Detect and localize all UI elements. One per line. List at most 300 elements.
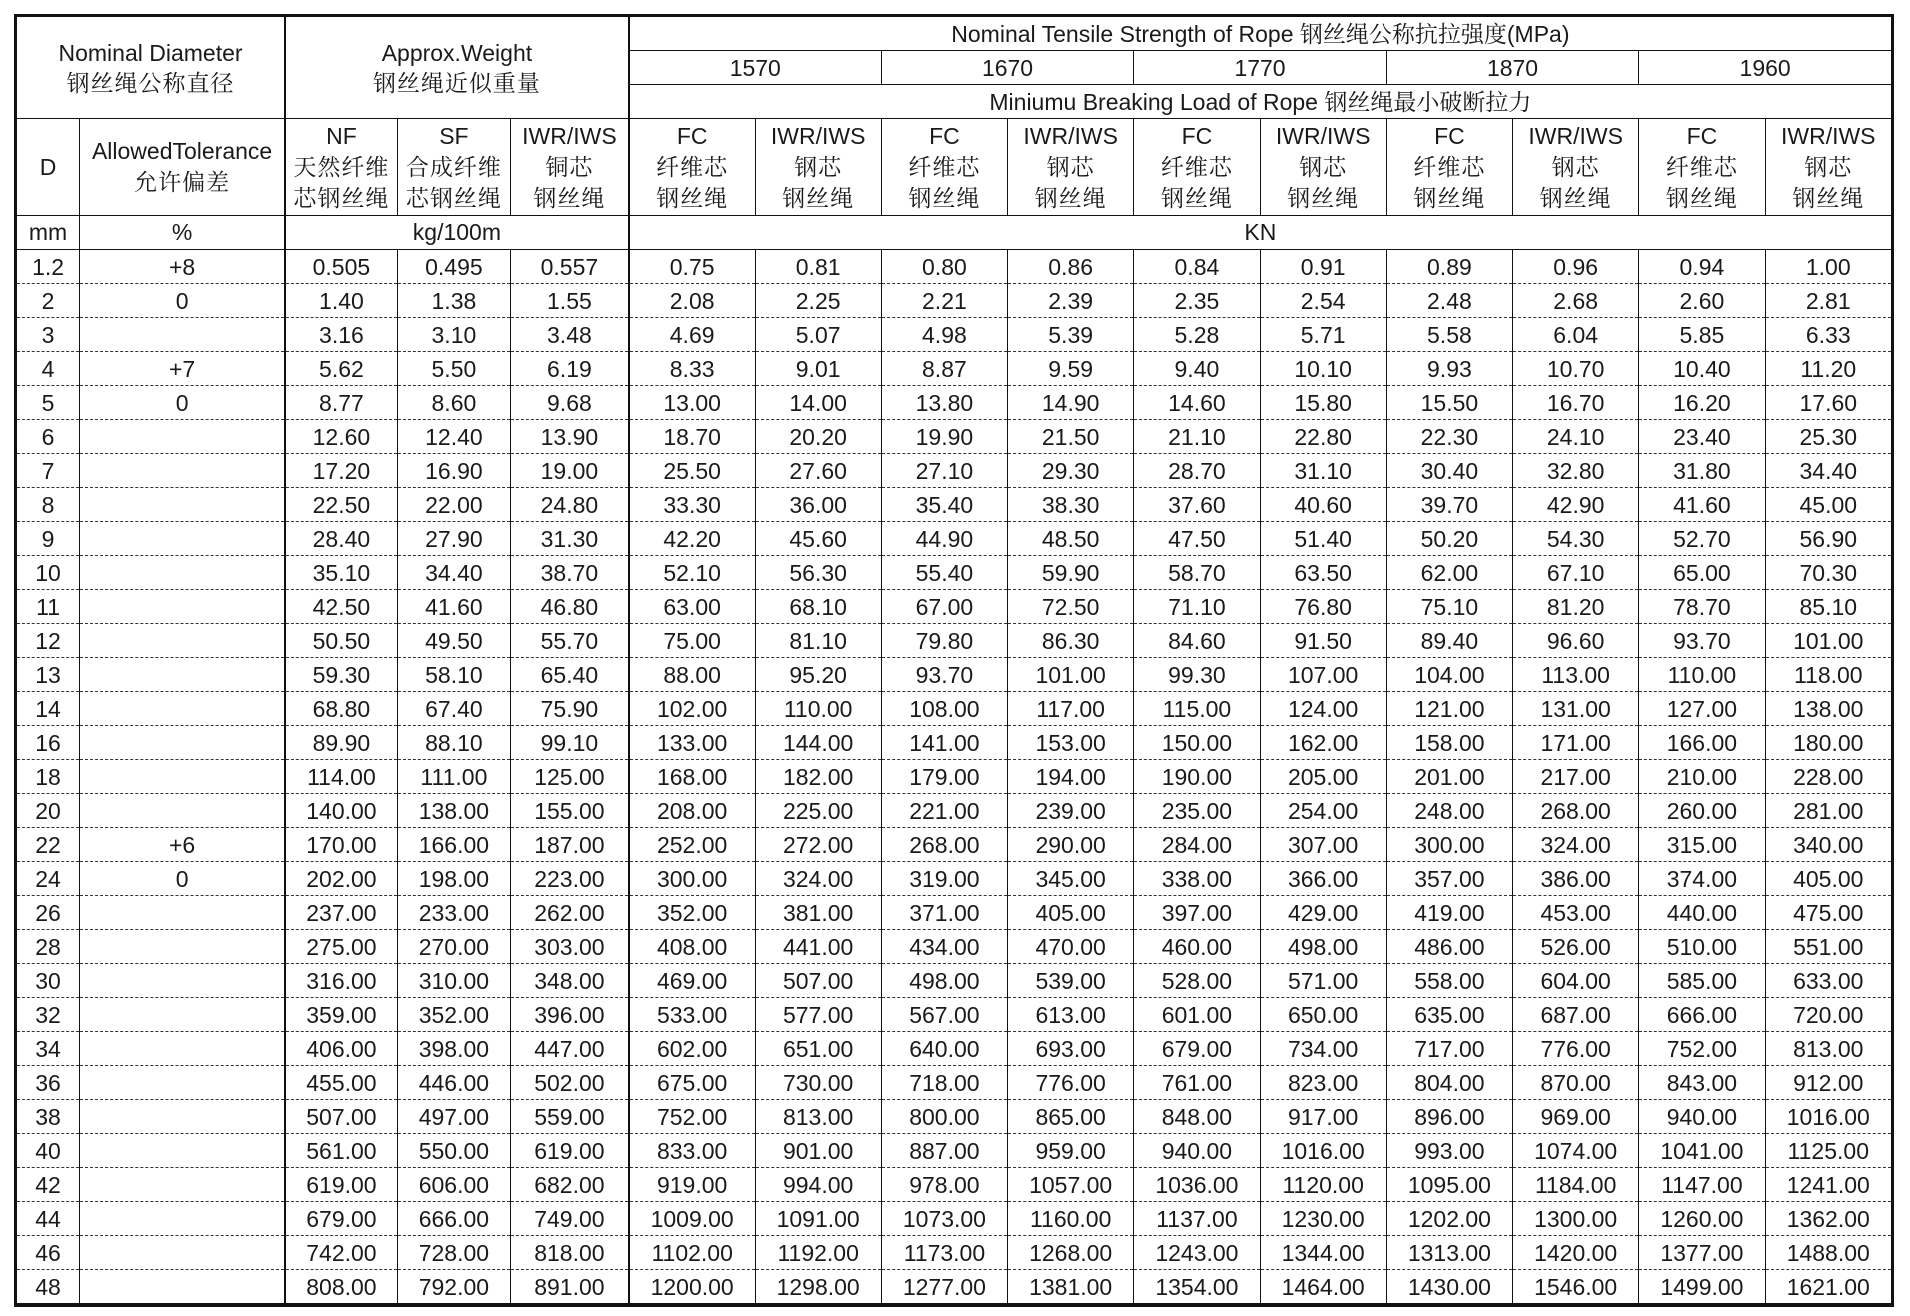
table-cell: 58.70 xyxy=(1134,556,1260,590)
table-cell: 91.50 xyxy=(1260,624,1386,658)
table-cell: 2.39 xyxy=(1008,284,1134,318)
table-cell: 67.10 xyxy=(1513,556,1639,590)
table-cell: 602.00 xyxy=(629,1032,755,1066)
table-cell: 8.60 xyxy=(397,386,510,420)
table-cell: 8.33 xyxy=(629,352,755,386)
weight-col-header-1-zh1: 合成纤维 xyxy=(405,153,502,180)
table-cell: 675.00 xyxy=(629,1066,755,1100)
table-cell: 1499.00 xyxy=(1639,1270,1765,1305)
table-cell: 848.00 xyxy=(1134,1100,1260,1134)
table-cell: 99.10 xyxy=(511,726,629,760)
table-cell: 67.00 xyxy=(881,590,1007,624)
table-cell: 571.00 xyxy=(1260,964,1386,998)
table-cell: 81.10 xyxy=(755,624,881,658)
table-cell: 54.30 xyxy=(1513,522,1639,556)
table-cell xyxy=(80,556,285,590)
table-cell: 2.35 xyxy=(1134,284,1260,318)
table-cell: 179.00 xyxy=(881,760,1007,794)
table-cell: 498.00 xyxy=(1260,930,1386,964)
table-cell: 1354.00 xyxy=(1134,1270,1260,1305)
table-row xyxy=(17,624,1892,658)
grade-1870: 1870 xyxy=(1386,51,1639,85)
load-col-header-1870-0-zh1: 纤维芯 xyxy=(1413,153,1486,180)
table-row xyxy=(17,420,1892,454)
table-cell: 460.00 xyxy=(1134,930,1260,964)
table-cell: 2.25 xyxy=(755,284,881,318)
table-cell: 891.00 xyxy=(511,1270,629,1305)
table-cell: 65.00 xyxy=(1639,556,1765,590)
table-cell: 95.20 xyxy=(755,658,881,692)
table-cell: 141.00 xyxy=(881,726,1007,760)
table-cell: 4 xyxy=(17,352,80,386)
table-cell: 75.10 xyxy=(1386,590,1512,624)
table-cell: 228.00 xyxy=(1765,760,1891,794)
table-row xyxy=(17,1168,1892,1202)
table-cell xyxy=(80,1168,285,1202)
table-cell: 101.00 xyxy=(1765,624,1891,658)
table-cell: 429.00 xyxy=(1260,896,1386,930)
table-cell: 272.00 xyxy=(755,828,881,862)
table-cell: 526.00 xyxy=(1513,930,1639,964)
table-cell: 371.00 xyxy=(881,896,1007,930)
tolerance-en: AllowedTolerance xyxy=(91,138,273,164)
table-cell: 0 xyxy=(80,284,285,318)
table-cell: 0.75 xyxy=(629,250,755,284)
table-cell: 25.30 xyxy=(1765,420,1891,454)
table-cell: 940.00 xyxy=(1639,1100,1765,1134)
table-cell: 42 xyxy=(17,1168,80,1202)
table-cell: 180.00 xyxy=(1765,726,1891,760)
table-cell: 190.00 xyxy=(1134,760,1260,794)
table-cell: 55.40 xyxy=(881,556,1007,590)
load-col-header-1770-1 xyxy=(1260,119,1386,216)
table-cell: 131.00 xyxy=(1513,692,1639,726)
table-cell: 604.00 xyxy=(1513,964,1639,998)
table-cell: 470.00 xyxy=(1008,930,1134,964)
table-cell: 24.80 xyxy=(511,488,629,522)
table-row xyxy=(17,658,1892,692)
table-cell: 51.40 xyxy=(1260,522,1386,556)
table-cell xyxy=(80,1100,285,1134)
table-cell: 40 xyxy=(17,1134,80,1168)
table-cell: 118.00 xyxy=(1765,658,1891,692)
load-col-header-1670-1-zh1: 钢芯 xyxy=(1046,153,1095,180)
table-cell: 12.60 xyxy=(285,420,397,454)
grade-1960: 1960 xyxy=(1639,51,1892,85)
table-cell: 357.00 xyxy=(1386,862,1512,896)
table-cell: 72.50 xyxy=(1008,590,1134,624)
table-cell: 38.70 xyxy=(511,556,629,590)
load-col-header-1570-0-en: FC xyxy=(676,122,708,149)
table-cell: 58.10 xyxy=(397,658,510,692)
load-col-header-1670-0-en: FC xyxy=(929,122,960,149)
table-cell: 366.00 xyxy=(1260,862,1386,896)
table-cell: 138.00 xyxy=(397,794,510,828)
table-cell: 93.70 xyxy=(1639,624,1765,658)
table-cell: 1300.00 xyxy=(1513,1202,1639,1236)
table-cell: 1160.00 xyxy=(1008,1202,1134,1236)
table-cell: 398.00 xyxy=(397,1032,510,1066)
table-cell: 486.00 xyxy=(1386,930,1512,964)
table-cell: 978.00 xyxy=(881,1168,1007,1202)
table-cell: 1041.00 xyxy=(1639,1134,1765,1168)
table-cell: 776.00 xyxy=(1513,1032,1639,1066)
weight-col-header-2-en: IWR/IWS xyxy=(522,122,617,149)
table-cell: 687.00 xyxy=(1513,998,1639,1032)
table-cell: 919.00 xyxy=(629,1168,755,1202)
table-cell: 359.00 xyxy=(285,998,397,1032)
table-cell: 4.98 xyxy=(881,318,1007,352)
table-cell: 96.60 xyxy=(1513,624,1639,658)
table-cell: 84.60 xyxy=(1134,624,1260,658)
table-row xyxy=(17,1066,1892,1100)
table-cell: 730.00 xyxy=(755,1066,881,1100)
table-row xyxy=(17,1134,1892,1168)
table-cell: 749.00 xyxy=(511,1202,629,1236)
table-cell: 38 xyxy=(17,1100,80,1134)
table-cell: 42.50 xyxy=(285,590,397,624)
table-cell: 303.00 xyxy=(511,930,629,964)
table-row xyxy=(17,386,1892,420)
table-cell: 6.33 xyxy=(1765,318,1891,352)
weight-col-header-2-zh1: 铜芯 xyxy=(545,153,594,180)
table-cell: 24.10 xyxy=(1513,420,1639,454)
table-cell: 223.00 xyxy=(511,862,629,896)
table-cell: 25.50 xyxy=(629,454,755,488)
table-cell: 63.00 xyxy=(629,590,755,624)
table-cell: 93.70 xyxy=(881,658,1007,692)
table-cell xyxy=(80,896,285,930)
table-row xyxy=(17,318,1892,352)
table-cell: 613.00 xyxy=(1008,998,1134,1032)
table-cell: 99.30 xyxy=(1134,658,1260,692)
table-cell: 9.40 xyxy=(1134,352,1260,386)
table-cell: 1241.00 xyxy=(1765,1168,1891,1202)
table-cell: 887.00 xyxy=(881,1134,1007,1168)
table-cell: 1057.00 xyxy=(1008,1168,1134,1202)
table-row xyxy=(17,1100,1892,1134)
table-cell: 39.70 xyxy=(1386,488,1512,522)
table-cell: 640.00 xyxy=(881,1032,1007,1066)
table-cell: 127.00 xyxy=(1639,692,1765,726)
table-cell: 101.00 xyxy=(1008,658,1134,692)
table-cell: 381.00 xyxy=(755,896,881,930)
table-cell: 31.10 xyxy=(1260,454,1386,488)
table-cell: 13.90 xyxy=(511,420,629,454)
table-cell: 150.00 xyxy=(1134,726,1260,760)
table-cell: 14.90 xyxy=(1008,386,1134,420)
table-cell: 22.30 xyxy=(1386,420,1512,454)
table-cell: 843.00 xyxy=(1639,1066,1765,1100)
table-cell: 804.00 xyxy=(1386,1066,1512,1100)
table-cell: 14.00 xyxy=(755,386,881,420)
table-cell: 752.00 xyxy=(1639,1032,1765,1066)
load-col-header-1770-1-zh1: 钢芯 xyxy=(1299,153,1348,180)
table-cell: 86.30 xyxy=(1008,624,1134,658)
table-cell: 406.00 xyxy=(285,1032,397,1066)
table-cell: 8.87 xyxy=(881,352,1007,386)
table-cell: 1036.00 xyxy=(1134,1168,1260,1202)
table-cell: 15.50 xyxy=(1386,386,1512,420)
table-row xyxy=(17,1236,1892,1270)
table-cell: 1009.00 xyxy=(629,1202,755,1236)
load-col-header-1960-0 xyxy=(1639,119,1765,216)
table-cell: 56.90 xyxy=(1765,522,1891,556)
approx-weight-header xyxy=(285,17,629,119)
weight-col-header-0-zh1: 天然纤维 xyxy=(293,153,390,180)
table-cell: 559.00 xyxy=(511,1100,629,1134)
table-cell: 28 xyxy=(17,930,80,964)
table-cell: 158.00 xyxy=(1386,726,1512,760)
table-cell: 144.00 xyxy=(755,726,881,760)
load-col-header-1570-1 xyxy=(755,119,881,216)
table-cell: 585.00 xyxy=(1639,964,1765,998)
table-cell: 50.20 xyxy=(1386,522,1512,556)
table-cell xyxy=(80,726,285,760)
table-row xyxy=(17,692,1892,726)
table-cell: 345.00 xyxy=(1008,862,1134,896)
table-row xyxy=(17,896,1892,930)
table-cell xyxy=(80,930,285,964)
table-cell: 17.20 xyxy=(285,454,397,488)
table-cell: 577.00 xyxy=(755,998,881,1032)
table-cell: 912.00 xyxy=(1765,1066,1891,1100)
table-cell: 22.50 xyxy=(285,488,397,522)
table-cell: 27.60 xyxy=(755,454,881,488)
load-col-header-1960-0-zh2: 钢丝绳 xyxy=(1665,184,1738,211)
table-cell: 68.80 xyxy=(285,692,397,726)
table-cell: 1137.00 xyxy=(1134,1202,1260,1236)
table-cell: 434.00 xyxy=(881,930,1007,964)
table-cell: 397.00 xyxy=(1134,896,1260,930)
table-row xyxy=(17,862,1892,896)
table-cell: 870.00 xyxy=(1513,1066,1639,1100)
table-cell: 89.90 xyxy=(285,726,397,760)
table-cell: 125.00 xyxy=(511,760,629,794)
table-cell: 823.00 xyxy=(1260,1066,1386,1100)
load-col-header-1670-0-zh2: 钢丝绳 xyxy=(908,184,981,211)
table-cell: 48 xyxy=(17,1270,80,1305)
table-cell: 36.00 xyxy=(755,488,881,522)
load-col-header-1870-1-zh2: 钢丝绳 xyxy=(1539,184,1612,211)
table-cell: 31.80 xyxy=(1639,454,1765,488)
table-cell: 682.00 xyxy=(511,1168,629,1202)
table-cell: 1430.00 xyxy=(1386,1270,1512,1305)
table-cell: 441.00 xyxy=(755,930,881,964)
table-cell: 679.00 xyxy=(1134,1032,1260,1066)
table-cell: 110.00 xyxy=(755,692,881,726)
table-cell: 225.00 xyxy=(755,794,881,828)
load-col-header-1960-1-zh2: 钢丝绳 xyxy=(1792,184,1865,211)
table-cell: 1016.00 xyxy=(1765,1100,1891,1134)
table-cell: 34.40 xyxy=(397,556,510,590)
table-cell: 808.00 xyxy=(285,1270,397,1305)
table-cell: 28.70 xyxy=(1134,454,1260,488)
table-cell: 12 xyxy=(17,624,80,658)
load-col-header-1960-0-en: FC xyxy=(1686,122,1718,149)
table-cell: 2.81 xyxy=(1765,284,1891,318)
table-cell: 155.00 xyxy=(511,794,629,828)
table-cell: 239.00 xyxy=(1008,794,1134,828)
table-cell: 284.00 xyxy=(1134,828,1260,862)
table-cell: 5.58 xyxy=(1386,318,1512,352)
load-col-header-1570-0 xyxy=(629,119,755,216)
table-cell: 75.90 xyxy=(511,692,629,726)
table-cell: 138.00 xyxy=(1765,692,1891,726)
table-cell: 31.30 xyxy=(511,522,629,556)
table-cell: 194.00 xyxy=(1008,760,1134,794)
table-cell: 114.00 xyxy=(285,760,397,794)
table-cell: 117.00 xyxy=(1008,692,1134,726)
table-cell: 742.00 xyxy=(285,1236,397,1270)
table-cell: 12.40 xyxy=(397,420,510,454)
table-cell xyxy=(80,692,285,726)
table-cell: 42.90 xyxy=(1513,488,1639,522)
table-cell: 201.00 xyxy=(1386,760,1512,794)
table-cell: 248.00 xyxy=(1386,794,1512,828)
load-col-header-1960-0-zh1: 纤维芯 xyxy=(1665,153,1738,180)
table-cell: 901.00 xyxy=(755,1134,881,1168)
unit-weight: kg/100m xyxy=(285,216,629,250)
table-cell: 140.00 xyxy=(285,794,397,828)
table-cell: 502.00 xyxy=(511,1066,629,1100)
load-col-header-1770-1-en: IWR/IWS xyxy=(1275,122,1371,149)
table-cell: 1243.00 xyxy=(1134,1236,1260,1270)
table-cell: 33.30 xyxy=(629,488,755,522)
table-cell xyxy=(80,1066,285,1100)
table-cell: 510.00 xyxy=(1639,930,1765,964)
wire-rope-spec-table xyxy=(16,16,1892,1305)
table-cell: 453.00 xyxy=(1513,896,1639,930)
table-cell: 281.00 xyxy=(1765,794,1891,828)
table-cell: 268.00 xyxy=(881,828,1007,862)
table-cell: 0.80 xyxy=(881,250,1007,284)
table-cell: 1.2 xyxy=(17,250,80,284)
table-cell: 533.00 xyxy=(629,998,755,1032)
table-cell: 26 xyxy=(17,896,80,930)
load-col-header-1570-1-zh1: 钢芯 xyxy=(794,153,843,180)
table-cell: 22.80 xyxy=(1260,420,1386,454)
load-col-header-1670-0-zh1: 纤维芯 xyxy=(908,153,981,180)
table-cell: 187.00 xyxy=(511,828,629,862)
load-col-header-1960-1-en: IWR/IWS xyxy=(1780,122,1876,149)
table-cell: 1200.00 xyxy=(629,1270,755,1305)
table-cell: 1488.00 xyxy=(1765,1236,1891,1270)
table-cell: 5.07 xyxy=(755,318,881,352)
table-cell: 6.19 xyxy=(511,352,629,386)
table-cell: 36 xyxy=(17,1066,80,1100)
table-cell: 35.10 xyxy=(285,556,397,590)
table-cell: 252.00 xyxy=(629,828,755,862)
table-cell: 41.60 xyxy=(397,590,510,624)
table-cell: 1546.00 xyxy=(1513,1270,1639,1305)
table-cell: 896.00 xyxy=(1386,1100,1512,1134)
table-cell: 68.10 xyxy=(755,590,881,624)
table-cell: 0.91 xyxy=(1260,250,1386,284)
table-cell: 300.00 xyxy=(1386,828,1512,862)
table-cell: 969.00 xyxy=(1513,1100,1639,1134)
table-cell: 13.00 xyxy=(629,386,755,420)
load-col-header-1960-1 xyxy=(1765,119,1891,216)
table-row xyxy=(17,964,1892,998)
table-row xyxy=(17,284,1892,318)
table-cell: 340.00 xyxy=(1765,828,1891,862)
table-cell: 1095.00 xyxy=(1386,1168,1512,1202)
table-cell: 776.00 xyxy=(1008,1066,1134,1100)
load-col-header-1960-1-zh1: 钢芯 xyxy=(1804,153,1853,180)
table-cell: 440.00 xyxy=(1639,896,1765,930)
table-cell: 171.00 xyxy=(1513,726,1639,760)
table-cell: 1260.00 xyxy=(1639,1202,1765,1236)
table-cell: 1184.00 xyxy=(1513,1168,1639,1202)
table-cell: 1621.00 xyxy=(1765,1270,1891,1305)
weight-col-header-1-en: SF xyxy=(439,122,469,149)
table-cell xyxy=(80,1202,285,1236)
table-cell xyxy=(80,454,285,488)
table-cell: 40.60 xyxy=(1260,488,1386,522)
table-cell: 37.60 xyxy=(1134,488,1260,522)
table-cell: 528.00 xyxy=(1134,964,1260,998)
table-cell: 22.00 xyxy=(397,488,510,522)
table-cell: 233.00 xyxy=(397,896,510,930)
table-cell: 550.00 xyxy=(397,1134,510,1168)
table-cell: 1.40 xyxy=(285,284,397,318)
table-cell: 42.20 xyxy=(629,522,755,556)
table-cell: 315.00 xyxy=(1639,828,1765,862)
table-cell: 0.89 xyxy=(1386,250,1512,284)
table-cell: 507.00 xyxy=(755,964,881,998)
table-cell: 1381.00 xyxy=(1008,1270,1134,1305)
grade-1670: 1670 xyxy=(881,51,1134,85)
table-cell: 35.40 xyxy=(881,488,1007,522)
table-cell: 1313.00 xyxy=(1386,1236,1512,1270)
table-cell: 85.10 xyxy=(1765,590,1891,624)
table-cell: 761.00 xyxy=(1134,1066,1260,1100)
table-cell xyxy=(80,1236,285,1270)
table-cell: 46.80 xyxy=(511,590,629,624)
table-cell xyxy=(80,488,285,522)
table-row xyxy=(17,930,1892,964)
approx-weight-en: Approx.Weight xyxy=(381,39,533,66)
table-cell: 1298.00 xyxy=(755,1270,881,1305)
table-cell: 41.60 xyxy=(1639,488,1765,522)
table-cell: 818.00 xyxy=(511,1236,629,1270)
table-row xyxy=(17,1270,1892,1305)
table-cell: 1016.00 xyxy=(1260,1134,1386,1168)
table-cell: 11 xyxy=(17,590,80,624)
table-cell: 993.00 xyxy=(1386,1134,1512,1168)
table-cell: 633.00 xyxy=(1765,964,1891,998)
table-cell: 1073.00 xyxy=(881,1202,1007,1236)
table-cell: 5.62 xyxy=(285,352,397,386)
table-cell: 10 xyxy=(17,556,80,590)
table-cell: 5 xyxy=(17,386,80,420)
table-row xyxy=(17,590,1892,624)
table-cell: 34.40 xyxy=(1765,454,1891,488)
table-cell: 10.10 xyxy=(1260,352,1386,386)
table-cell: 8 xyxy=(17,488,80,522)
table-cell xyxy=(80,760,285,794)
table-cell: 78.70 xyxy=(1639,590,1765,624)
load-col-header-1770-0 xyxy=(1134,119,1260,216)
table-cell: 3.16 xyxy=(285,318,397,352)
table-cell: 22 xyxy=(17,828,80,862)
table-cell: 959.00 xyxy=(1008,1134,1134,1168)
table-cell: 316.00 xyxy=(285,964,397,998)
table-cell: 348.00 xyxy=(511,964,629,998)
table-row xyxy=(17,488,1892,522)
load-col-header-1870-0-en: FC xyxy=(1434,122,1465,149)
